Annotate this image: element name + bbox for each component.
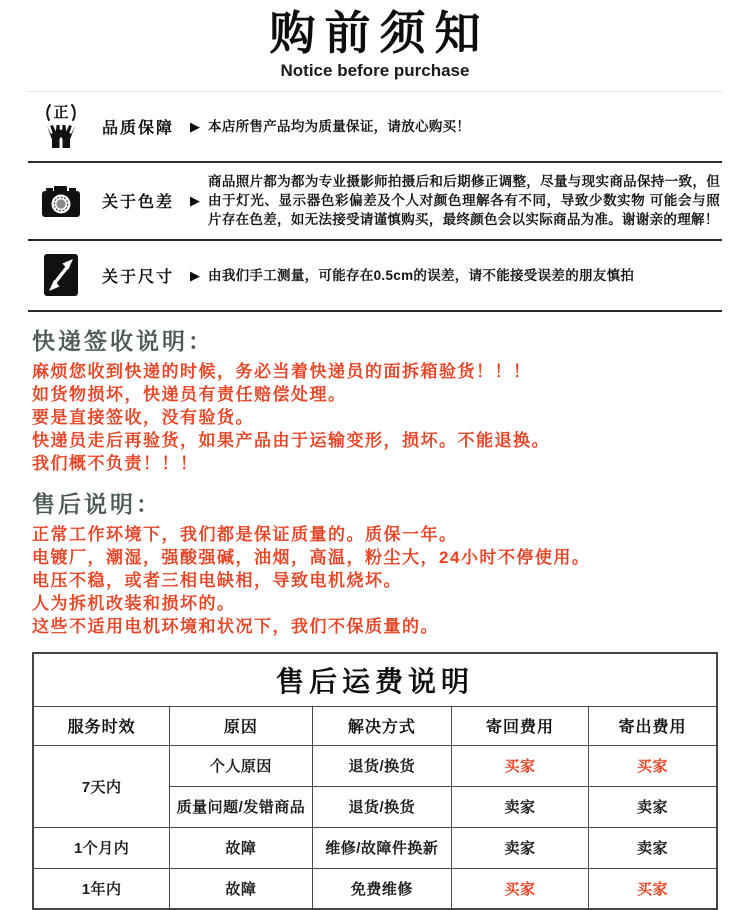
cell-reason: 故障 bbox=[170, 827, 312, 868]
delivery-notice-block bbox=[32, 326, 718, 475]
aftersales-notice-line: 人为拆机改装和损坏的。 bbox=[32, 594, 236, 613]
cell-reason: 个人原因 bbox=[170, 745, 312, 786]
col-header-reason: 原因 bbox=[170, 706, 312, 745]
cell-period: 1年内 bbox=[33, 868, 170, 909]
cell-send-fee: 卖家 bbox=[588, 827, 717, 868]
col-header-return-fee: 寄回费用 bbox=[452, 706, 589, 745]
cell-solution: 免费维修 bbox=[312, 868, 452, 909]
svg-text:正: 正 bbox=[53, 103, 69, 121]
aftersales-notice-block bbox=[32, 489, 718, 638]
aftersales-notice-line: 正常工作环境下，我们都是保证质量的。质保一年。 bbox=[32, 525, 458, 544]
section-quality-guarantee bbox=[28, 91, 722, 163]
cell-solution: 退货/换货 bbox=[312, 745, 452, 786]
section-label-color: 关于色差 bbox=[102, 194, 175, 211]
triangle-bullet-icon: ▶ bbox=[190, 193, 201, 208]
cell-reason: 质量问题/发错商品 bbox=[170, 786, 312, 827]
cell-solution: 退货/换货 bbox=[312, 786, 452, 827]
table-row bbox=[33, 827, 717, 868]
section-text-size: 由我们手工测量，可能存在0.5cm的误差，请不能接受误差的朋友慎拍 bbox=[208, 267, 635, 283]
triangle-bullet-icon: ▶ bbox=[190, 118, 201, 134]
page-subtitle: Notice before purchase bbox=[280, 61, 470, 80]
table-row bbox=[33, 745, 717, 786]
table-title-row bbox=[33, 653, 717, 706]
delivery-notice-line: 麻烦您收到快递的时候，务必当着快递员的面拆箱验货！！！ bbox=[32, 362, 532, 381]
section-color-difference bbox=[28, 163, 722, 241]
table-title: 售后运费说明 bbox=[33, 653, 717, 706]
info-sections bbox=[28, 91, 722, 312]
section-text-color: 商品照片都为都为专业摄影师拍摄后和后期修正调整，尽量与现实商品保持一致，但由于灯光、显示器色彩偏差及个人对颜色理解各有不同，导致少数实物 可能会与照片存在色差，如无法接受请谨慎购买，最终颜色会以实际商品为准。谢谢亲的理解！ bbox=[208, 174, 720, 227]
cell-send-fee: 买家 bbox=[588, 868, 717, 909]
aftersales-fee-table bbox=[32, 652, 718, 910]
cell-return-fee: 卖家 bbox=[452, 786, 589, 827]
delivery-notice-line: 如货物损坏，快递员有责任赔偿处理。 bbox=[32, 385, 347, 404]
hands-holding-zheng-icon bbox=[36, 101, 86, 151]
cell-period: 1个月内 bbox=[33, 827, 170, 868]
cell-return-fee: 卖家 bbox=[452, 827, 589, 868]
col-header-period: 服务时效 bbox=[33, 706, 170, 745]
cell-return-fee: 买家 bbox=[452, 868, 589, 909]
table-header-row bbox=[33, 706, 717, 745]
delivery-notice-line: 要是直接签收，没有验货。 bbox=[32, 408, 254, 427]
aftersales-notice-heading: 售后说明： bbox=[32, 491, 162, 517]
cell-solution: 维修/故障件换新 bbox=[312, 827, 452, 868]
table-row bbox=[33, 868, 717, 909]
delivery-notice-line: 我们概不负责！！！ bbox=[32, 454, 199, 473]
section-label-size: 关于尺寸 bbox=[102, 268, 175, 286]
col-header-solution: 解决方式 bbox=[312, 706, 452, 745]
delivery-notice-line: 快递员走后再验货，如果产品由于运输变形，损坏。不能退换。 bbox=[32, 431, 550, 450]
cell-period: 7天内 bbox=[33, 745, 170, 827]
page-title: 购前须知 bbox=[269, 7, 490, 59]
section-text-quality: 本店所售产品均为质量保证，请放心购买！ bbox=[208, 118, 471, 134]
col-header-send-fee: 寄出费用 bbox=[588, 706, 717, 745]
cell-return-fee: 买家 bbox=[452, 745, 589, 786]
section-label-quality: 品质保障 bbox=[102, 119, 175, 137]
section-size bbox=[28, 241, 722, 312]
title-block bbox=[0, 0, 750, 81]
cell-send-fee: 买家 bbox=[588, 745, 717, 786]
diagonal-measure-arrow-icon bbox=[36, 250, 86, 300]
cell-send-fee: 卖家 bbox=[588, 786, 717, 827]
delivery-notice-heading: 快递签收说明： bbox=[32, 328, 214, 354]
aftersales-notice-line: 电压不稳，或者三相电缺相，导致电机烧坏。 bbox=[32, 571, 402, 590]
cell-reason: 故障 bbox=[170, 868, 312, 909]
triangle-bullet-icon: ▶ bbox=[190, 267, 201, 283]
aftersales-notice-line: 这些不适用电机环境和状况下，我们不保质量的。 bbox=[32, 617, 439, 636]
aftersales-notice-line: 电镀厂，潮湿，强酸强碱，油烟，高温，粉尘大，24小时不停使用。 bbox=[32, 548, 591, 567]
camera-icon bbox=[36, 176, 86, 226]
